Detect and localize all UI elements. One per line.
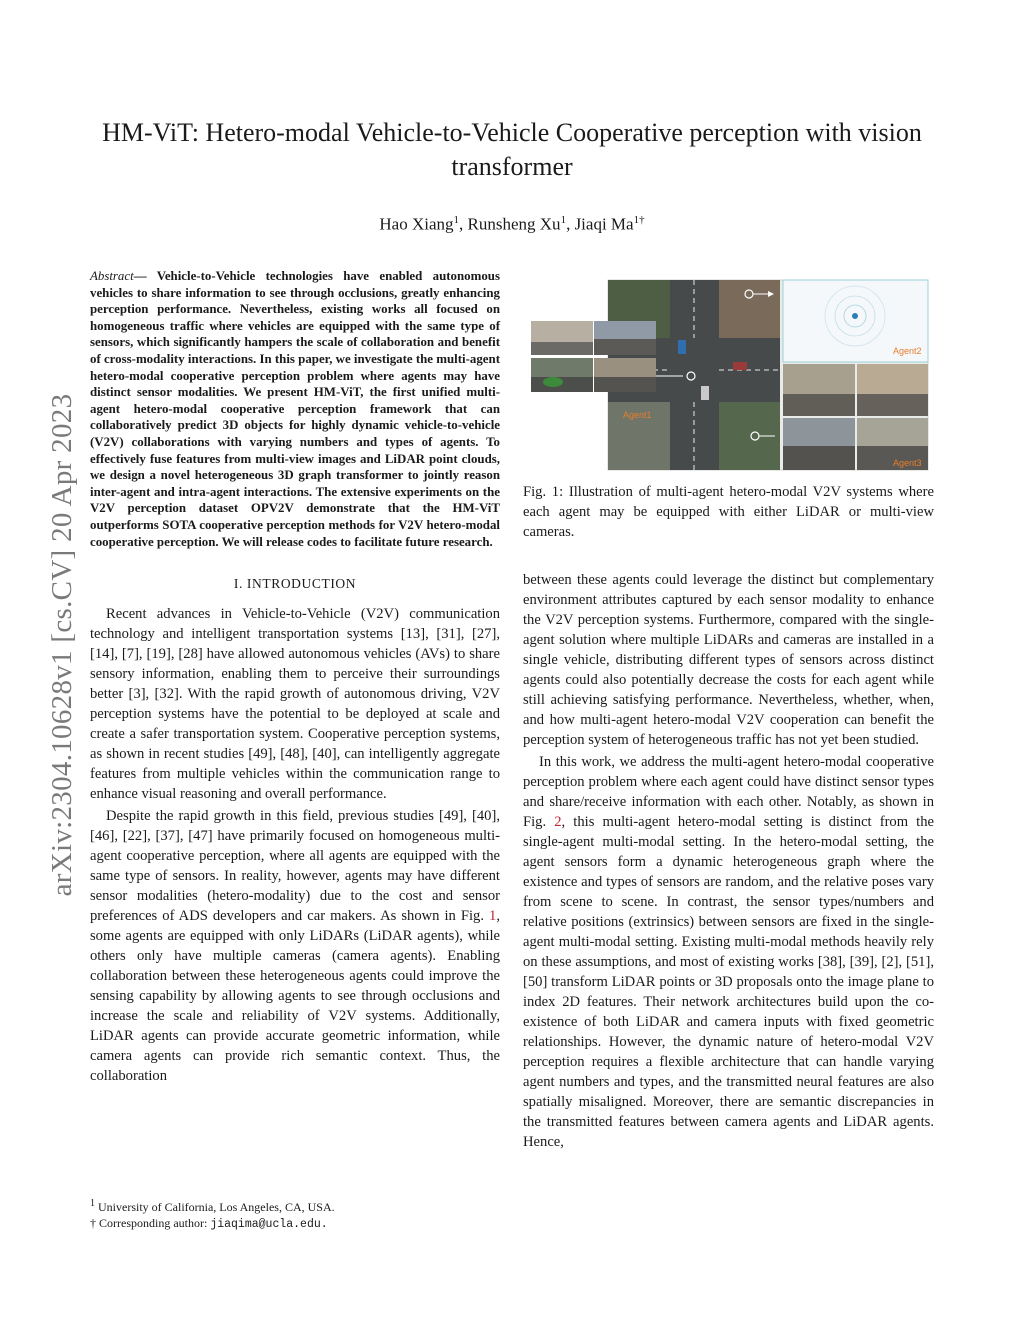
abstract-heading: Abstract — [90, 269, 134, 283]
agent2-label: Agent2 — [893, 346, 922, 356]
author-affiliation-mark: 1† — [633, 214, 645, 226]
footnotes — [90, 1196, 500, 1233]
author-list: Hao Xiang$^1$, Runsheng Xu$^1$, Jiaqi $Ma^{1\dagger}$ — [379, 214, 645, 234]
paragraph-text: Despite the rapid growth in this field, previous studies [49], [40], [46], [22], [37], [47] have primarily focused on homogeneous multi-agent cooperative perception, where all agents are equipped with the same type of sensors. In reality, however, agents may have different sensor modalities (hetero-modality) due to the cost and sensor preferences of ADS developers and car makers. As shown in Fig. — [90, 808, 500, 925]
right-paragraph-1: between these agents could leverage the distinct but complementary environment attributes captured by each sensor modality to enhance the V2V perception systems. Furthermore, compared with the single-agent solution where multiple LiDARs and cameras are installed in a single vehicle, distributing different types of sensors across distinct agents could also potentially decrease the costs for each agent while still achieving satisfying performance. Nevertheless, whether, when, and how multi-agent hetero-modal V2V cooperation can benefit the perception system of heterogeneous traffic has not yet been studied. — [523, 572, 934, 748]
author-affiliation-mark: 1 — [560, 214, 567, 226]
arxiv-identifier: arXiv:2304.10628v1 [cs.CV] 20 Apr 2023 — [46, 393, 78, 897]
abstract: Abstract— Vehicle-to-Vehicle technologies have enabled autonomous vehicles to share information to see through occlusions, greatly enhancing perception performance. Nevertheless, existing works all focused on homogeneous traffic where vehicles are equipped with the same type of sensors, which significantly hampers the scale of collaboration and benefit of cross-modality interactions. In this paper, we investigate the multi-agent hetero-modal cooperative perception problem where agents may have distinct sensor modalities. We present HM-ViT, the first unified multi-agent hetero-modal cooperative perception framework that can collaboratively predict 3D objects for highly dynamic vehicle-to-vehicle (V2V) collaborations with varying numbers and types of agents. To effectively fuse features from multi-view images and LiDAR point clouds, we design a novel heterogeneous 3D graph transformer to jointly reason inter-agent and intra-agent interactions. The extensive experiments on the V2V perception dataset OPV2V demonstrate that the HM-ViT outperforms SOTA cooperative perception methods for V2V hetero-modal cooperative perception. We will release codes to facilitate future research. — [90, 269, 500, 549]
agent1-label: Agent1 — [623, 410, 652, 420]
figure-ref-link[interactable]: 1 — [489, 908, 497, 925]
paragraph-text: , this multi-agent hetero-modal setting is distinct from the single-agent multi-modal setting. In the hetero-modal setting, the agent sensors form a dynamic heterogeneous graph where the existence and types of sensors are random, and the relative poses vary from scene to scene. In contrast, the sensor types/numbers and relative positions (extrinsics) between sensors are fixed in the single-agent multi-modal setting. Existing multi-modal methods heavily rely on these assumptions, and most of existing works [38], [39], [2], [51], [50] transform LiDAR points or 3D proposals onto the image plane to index 2D features. Their network architectures build upon the co-existence of both LiDAR and camera inputs with fixed geometric relationships. However, the dynamic nature of hetero-modal V2V perception requires a flexible architecture that can handle varying agent numbers and types, and the transmitted neural features are also spatially misaligned. Moreover, there are semantic discrepancies in the transmitted features between camera agents and LiDAR agents. Hence, — [523, 814, 935, 1150]
author-affiliation-mark: 1 — [453, 214, 460, 226]
paper-title: HM-ViT: Hetero-modal Vehicle-to-Vehicle Cooperative perception with vision transformer — [102, 118, 922, 181]
paragraph-text: , some agents are equipped with only LiDARs (LiDAR agents), while others only have multiple cameras (camera agents). Enabling collaboration between these heterogeneous agents could improve the sensing capability by allowing agents to see through occlusions and increase the scale and reliability of V2V systems. Additionally, LiDAR agents can provide accurate geometric information, while camera agents can provide rich semantic context. Thus, the collaboration — [90, 908, 500, 1085]
footnote-text: University of California, Los Angeles, CA, USA. — [98, 1200, 335, 1214]
figure-1 — [523, 276, 934, 472]
figure-ref-link[interactable]: 2 — [554, 814, 562, 830]
figure-1-caption: Fig. 1: Illustration of multi-agent hetero-modal V2V systems where each agent may be equipped with either LiDAR or multi-view cameras. — [523, 484, 934, 540]
section-heading: I. INTRODUCTION — [233, 576, 357, 592]
intro-paragraph-2 — [90, 806, 500, 1086]
author-name: Hao Xiang — [379, 214, 454, 234]
right-paragraph-2 — [523, 752, 934, 1152]
footnote-text: Corresponding author: — [99, 1216, 208, 1230]
abstract-text: Vehicle-to-Vehicle technologies have enabled autonomous vehicles to share information to see through occlusions, greatly enhancing perception performance. Nevertheless, existing works all focused on homogeneous traffic where vehicles are equipped with the same type of sensors, which significantly hampers the scale of collaboration and benefit of cross-modality interactions. In this paper, we investigate the multi-agent hetero-modal cooperative perception problem where agents may have distinct sensor modalities. We present HM-ViT, the first unified multi-agent hetero-modal cooperative perception framework that can collaboratively predict 3D objects for highly dynamic vehicle-to-vehicle (V2V) collaborations with varying numbers and types of agents. To effectively fuse features from multi-view images and LiDAR point clouds, we design a novel heterogeneous 3D graph transformer to jointly reason inter-agent and intra-agent interactions. The extensive experiments on the V2V perception dataset OPV2V demonstrate that the HM-ViT outperforms SOTA cooperative perception methods for V2V hetero-modal cooperative perception. We will release codes to facilitate future research. — [90, 269, 500, 549]
author-name: Runsheng Xu — [467, 214, 561, 234]
footnote-corresponding — [90, 1215, 500, 1233]
footnote-mark: 1 — [90, 1198, 95, 1209]
footnote-affiliation — [90, 1196, 500, 1215]
author-name: Jiaqi Ma — [574, 214, 634, 234]
right-column — [523, 276, 934, 1152]
email-link[interactable]: jiaqima@ucla.edu. — [210, 1218, 328, 1231]
footnote-mark: † — [90, 1216, 96, 1230]
intro-paragraph-1: Recent advances in Vehicle-to-Vehicle (V2V) communication technology and intelligent transportation systems [13], [31], [27], [14], [7], [19], [28] have allowed autonomous vehicles (AVs) to share sensory information, enabling them to perceive their surroundings better [3], [32]. With the rapid growth of autonomous driving, V2V perception systems have the potential to be deployed at scale and create a safer transportation system. Cooperative perception systems, as shown in recent studies [49], [48], [40], can intelligently aggregate features from multiple vehicles within the communication range to enhance visual reasoning and overall performance. — [90, 606, 500, 803]
figure-illustration — [523, 276, 934, 472]
agent3-label: Agent3 — [893, 458, 922, 468]
paragraph-text: In this work, we address the multi-agent hetero-modal cooperative perception problem where each agent could have distinct sensor types and share/receive information with each other. Notably, as shown in Fig. — [523, 754, 934, 830]
left-column — [90, 268, 500, 1086]
